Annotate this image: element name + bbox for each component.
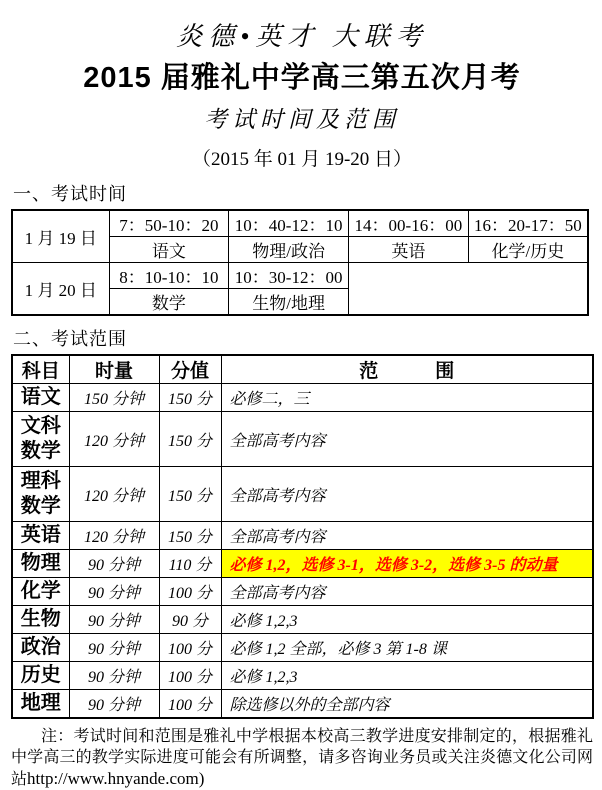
subject-cell: 理科数学 xyxy=(12,467,69,522)
subject-cell: 英语 xyxy=(12,522,69,550)
footnote xyxy=(11,726,593,790)
column-header-subject: 科目 xyxy=(12,355,69,384)
score-cell: 100 分 xyxy=(159,690,221,718)
scope-cell: 全部高考内容 xyxy=(221,412,593,467)
column-header-scope: 范 围 xyxy=(221,355,593,384)
scope-cell: 除选修以外的全部内容 xyxy=(221,690,593,718)
duration-cell: 90 分钟 xyxy=(69,550,159,578)
section-heading-exam-time: 一、考试时间 xyxy=(13,184,127,204)
subject-cell: 英语 xyxy=(349,237,469,263)
subject-cell: 语文 xyxy=(109,237,229,263)
duration-cell: 90 分钟 xyxy=(69,606,159,634)
column-header-duration: 时量 xyxy=(69,355,159,384)
table-row xyxy=(12,578,593,606)
time-cell: 16：20-17：50 xyxy=(468,210,588,237)
duration-cell: 90 分钟 xyxy=(69,634,159,662)
duration-cell: 120 分钟 xyxy=(69,467,159,522)
subject-cell: 地理 xyxy=(12,690,69,718)
subject-cell: 政治 xyxy=(12,634,69,662)
website-url: http://www.hnyande.com) xyxy=(27,768,205,788)
table-row xyxy=(12,662,593,690)
table-row xyxy=(12,263,588,289)
score-cell: 150 分 xyxy=(159,384,221,412)
section-heading-exam-scope: 二、考试范围 xyxy=(13,329,127,349)
exam-date-range: （2015 年 01 月 19-20 日） xyxy=(191,149,413,170)
table-row xyxy=(12,522,593,550)
time-cell: 7：50-10：20 xyxy=(109,210,229,237)
column-header-score: 分值 xyxy=(159,355,221,384)
score-cell: 150 分 xyxy=(159,467,221,522)
subject-cell: 文科数学 xyxy=(12,412,69,467)
scope-cell: 必修 1,2,3 xyxy=(221,662,593,690)
duration-cell: 150 分钟 xyxy=(69,384,159,412)
subject-cell: 化学 xyxy=(12,578,69,606)
duration-cell: 120 分钟 xyxy=(69,522,159,550)
brand-title: 炎德•英才 大联考 xyxy=(176,22,428,51)
score-cell: 150 分 xyxy=(159,522,221,550)
subject-cell: 生物/地理 xyxy=(229,289,349,316)
score-cell: 110 分 xyxy=(159,550,221,578)
page-subtitle: 考试时间及范围 xyxy=(204,107,400,132)
scope-cell: 必修 1,2,3 xyxy=(221,606,593,634)
exam-scope-table xyxy=(11,354,594,719)
scope-cell: 必修 1,2 全部，必修 3 第 1-8 课 xyxy=(221,634,593,662)
date-cell: 1 月 20 日 xyxy=(12,263,109,316)
table-row xyxy=(12,384,593,412)
empty-cell xyxy=(349,263,589,316)
footnote-text: 注：考试时间和范围是雅礼中学根据本校高三教学进度安排制定的，根据雅礼中学高三的教学实际进度可能会有所调整，请多咨询业务员或关注炎德文化公司网站 xyxy=(11,727,593,788)
time-cell: 14：00-16：00 xyxy=(349,210,469,237)
subject-cell: 物理/政治 xyxy=(229,237,349,263)
table-row xyxy=(12,412,593,467)
score-cell: 100 分 xyxy=(159,634,221,662)
scope-cell: 全部高考内容 xyxy=(221,578,593,606)
score-cell: 150 分 xyxy=(159,412,221,467)
table-row xyxy=(12,467,593,522)
time-cell: 10：40-12：10 xyxy=(229,210,349,237)
exam-time-table xyxy=(11,209,589,316)
scope-cell-highlighted: 必修 1,2，选修 3-1，选修 3-2，选修 3-5 的动量 xyxy=(221,550,593,578)
table-row xyxy=(12,210,588,237)
table-row-physics-highlighted xyxy=(12,550,593,578)
subject-cell: 物理 xyxy=(12,550,69,578)
subject-cell: 历史 xyxy=(12,662,69,690)
subject-cell: 化学/历史 xyxy=(468,237,588,263)
duration-cell: 90 分钟 xyxy=(69,662,159,690)
subject-cell: 数学 xyxy=(109,289,229,316)
table-row xyxy=(12,606,593,634)
subject-cell: 语文 xyxy=(12,384,69,412)
table-row xyxy=(12,690,593,718)
subject-cell: 生物 xyxy=(12,606,69,634)
scope-cell: 全部高考内容 xyxy=(221,467,593,522)
date-cell: 1 月 19 日 xyxy=(12,210,109,263)
scope-cell: 全部高考内容 xyxy=(221,522,593,550)
score-cell: 100 分 xyxy=(159,578,221,606)
duration-cell: 120 分钟 xyxy=(69,412,159,467)
score-cell: 100 分 xyxy=(159,662,221,690)
header-row xyxy=(12,355,593,384)
table-row xyxy=(12,634,593,662)
time-cell: 8：10-10：10 xyxy=(109,263,229,289)
time-cell: 10：30-12：00 xyxy=(229,263,349,289)
duration-cell: 90 分钟 xyxy=(69,690,159,718)
score-cell: 90 分 xyxy=(159,606,221,634)
duration-cell: 90 分钟 xyxy=(69,578,159,606)
scope-cell: 必修二，三 xyxy=(221,384,593,412)
page-title: 2015 届雅礼中学高三第五次月考 xyxy=(83,62,521,94)
